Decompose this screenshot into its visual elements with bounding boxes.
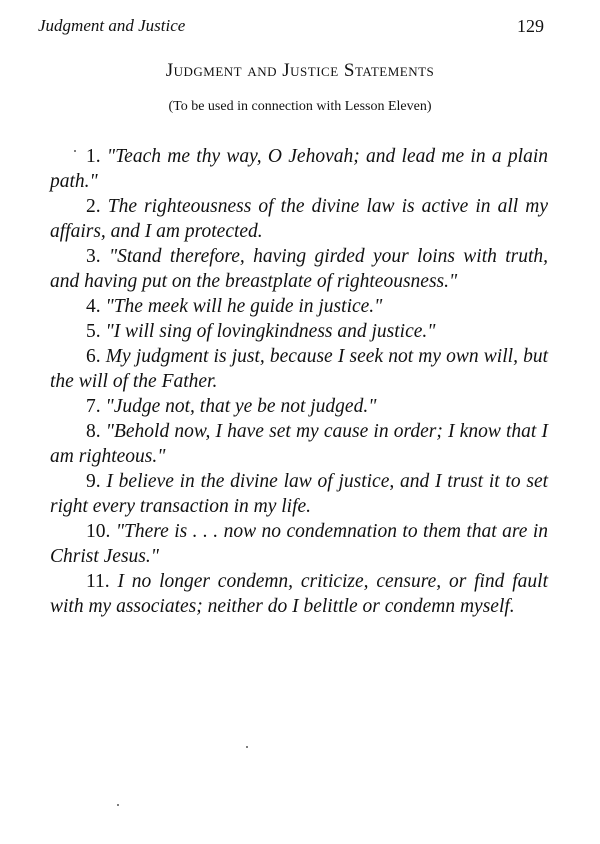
running-head: Judgment and Justice [38, 16, 186, 35]
statement-number: 1. [86, 146, 101, 167]
statement-item [50, 519, 548, 569]
statement-number: 9. [86, 471, 101, 492]
statement-text: "Stand therefore, having girded your loins with truth, and having put on the breastplate of righteousness." [50, 246, 548, 292]
statement-list [50, 144, 548, 619]
section-subtitle: (To be used in connection with Lesson Eleven) [168, 99, 432, 114]
statement-item [50, 194, 548, 244]
statement-number: 10. [86, 521, 111, 542]
statement-number: 7. [86, 396, 101, 417]
statement-item [50, 294, 548, 319]
page-number: 129 [517, 16, 544, 36]
statement-text: "I will sing of lovingkindness and justice." [105, 321, 436, 342]
statement-number: 4. [86, 296, 101, 317]
print-speck [246, 746, 248, 748]
statement-text: My judgment is just, because I seek not my own will, but the will of the Father. [50, 346, 549, 392]
statement-item [50, 244, 548, 294]
statement-item [50, 469, 548, 519]
statement-number: 5. [86, 321, 101, 342]
statement-item [50, 419, 548, 469]
statement-item [50, 394, 548, 419]
statement-number: 8. [86, 421, 101, 442]
statement-number: 3. [86, 246, 101, 267]
statement-text: I no longer condemn, criticize, censure, or find fault with my associates; neither do I belittle or condemn myself. [50, 571, 548, 617]
statement-text: "Teach me thy way, O Jehovah; and lead me in a plain path." [50, 146, 549, 192]
statement-text: "There is . . . now no condemnation to them that are in Christ Jesus." [50, 521, 549, 567]
statement-number: 6. [86, 346, 101, 367]
statement-item [50, 319, 548, 344]
section-title: Judgment and Justice Statements [165, 60, 435, 81]
statement-text: "The meek will he guide in justice." [105, 296, 383, 317]
statement-number: 11. [86, 571, 110, 592]
statement-text: "Judge not, that ye be not judged." [105, 396, 377, 417]
statement-text: "Behold now, I have set my cause in order; I know that I am righteous." [50, 421, 548, 467]
statement-number: 2. [86, 196, 101, 217]
statement-text: The righteousness of the divine law is active in all my affairs, and I am protected. [50, 196, 548, 242]
statement-item [50, 144, 548, 194]
statement-item [50, 344, 548, 394]
statement-text: I believe in the divine law of justice, and I trust it to set right every transaction in my life. [50, 471, 549, 517]
print-speck [117, 804, 119, 806]
statement-item [50, 569, 548, 619]
print-speck [74, 150, 76, 152]
